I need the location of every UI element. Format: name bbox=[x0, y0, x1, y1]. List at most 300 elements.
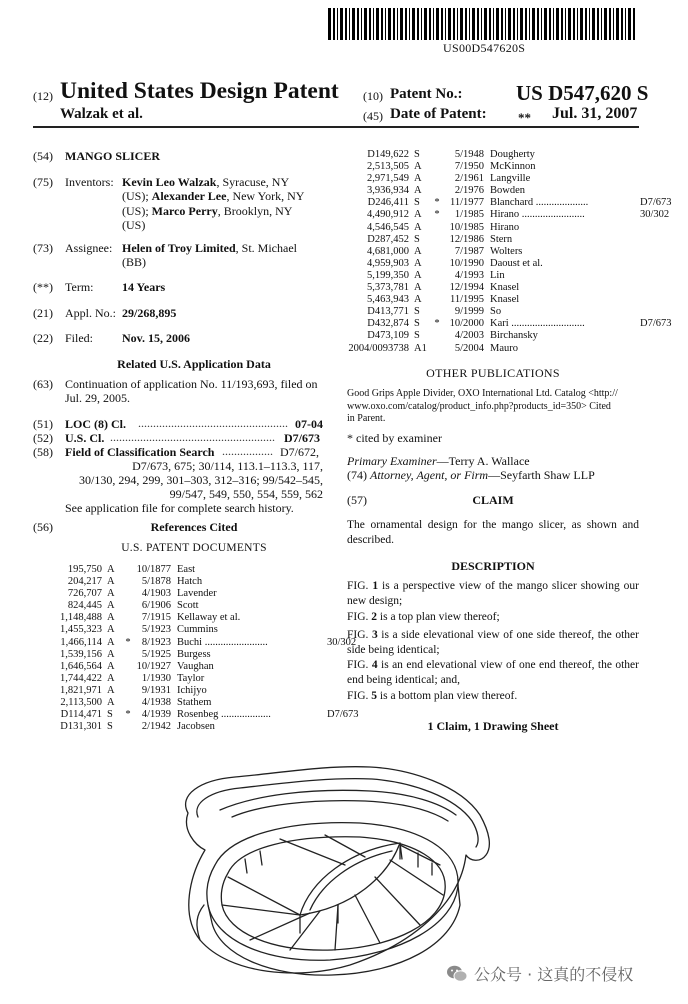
barcode-bar bbox=[381, 8, 383, 40]
refs-heading: References Cited bbox=[150, 520, 238, 534]
barcode-bar bbox=[604, 8, 607, 40]
ref-star bbox=[432, 185, 442, 197]
continuation-line: Continuation of application No. 11/193,693, filed on bbox=[65, 377, 318, 391]
code-10: (10) bbox=[363, 89, 383, 103]
ref-date: 12/1986 bbox=[449, 233, 484, 245]
barcode-bar bbox=[373, 8, 374, 40]
barcode-bar bbox=[412, 8, 415, 40]
reference-row bbox=[40, 576, 359, 588]
reference-row bbox=[346, 343, 672, 355]
barcode-bar bbox=[532, 8, 535, 40]
code-54: (54) bbox=[33, 149, 53, 163]
ref-star bbox=[123, 685, 133, 697]
ref-name: Lin bbox=[490, 269, 505, 281]
ref-star bbox=[432, 222, 442, 234]
ref-kind: A bbox=[107, 588, 115, 600]
fig-post: is a side elevational view of one side thereof, the other side being identical; bbox=[347, 629, 639, 656]
left-references bbox=[40, 564, 359, 733]
ref-date: 10/1927 bbox=[136, 660, 171, 672]
fig1-desc bbox=[347, 579, 639, 608]
ref-kind: A bbox=[414, 173, 422, 185]
ref-name: Mauro bbox=[490, 342, 518, 354]
barcode-bar bbox=[580, 8, 583, 40]
ref-star bbox=[432, 234, 442, 246]
ref-number: D413,771 bbox=[367, 306, 409, 318]
assignee-location: , St. Michael bbox=[235, 241, 297, 255]
right-references bbox=[346, 149, 672, 355]
reference-row bbox=[346, 246, 672, 258]
ref-date: 4/2003 bbox=[454, 330, 484, 342]
ref-star bbox=[123, 624, 133, 636]
fig-num: 1 bbox=[372, 580, 379, 592]
ref-kind: S bbox=[414, 306, 420, 318]
code-58: (58) bbox=[33, 445, 53, 459]
ref-name: Kellaway et al. bbox=[177, 612, 241, 624]
barcode-bar bbox=[445, 8, 446, 40]
ref-number: 1,466,114 bbox=[60, 636, 102, 648]
ref-name: Taylor bbox=[177, 672, 205, 684]
barcode-bar bbox=[484, 8, 487, 40]
barcode-bar bbox=[397, 8, 398, 40]
term-label: Term: bbox=[65, 280, 94, 294]
ref-date: 12/1994 bbox=[449, 282, 484, 294]
ref-star bbox=[432, 343, 442, 355]
ref-kind: A bbox=[414, 269, 422, 281]
ref-number: 2,113,500 bbox=[60, 697, 102, 709]
barcode-bar bbox=[553, 8, 554, 40]
ref-star bbox=[432, 246, 442, 258]
ref-star bbox=[432, 149, 442, 161]
ref-name: Jacobsen bbox=[177, 721, 215, 733]
barcode-bar bbox=[520, 8, 523, 40]
barcode-bar bbox=[589, 8, 590, 40]
loc-leader: .................................................. bbox=[138, 416, 288, 430]
ref-star bbox=[123, 673, 133, 685]
mango-slicer-drawing bbox=[160, 755, 520, 995]
reference-row bbox=[40, 588, 359, 600]
foc-line: D7/673, 675; 30/114, 113.1–113.3, 117, bbox=[132, 459, 323, 473]
ref-class: D7/673 bbox=[640, 318, 672, 330]
ref-date: 10/1990 bbox=[449, 257, 484, 269]
barcode-bar bbox=[364, 8, 367, 40]
loc-label: LOC (8) Cl. bbox=[65, 417, 126, 431]
ref-number: 4,546,545 bbox=[367, 221, 409, 233]
ref-name: Hirano ........................ bbox=[490, 209, 585, 221]
ref-star bbox=[123, 600, 133, 612]
other-pubs bbox=[347, 388, 639, 426]
reference-row bbox=[346, 197, 672, 209]
barcode-bar bbox=[573, 8, 575, 40]
fig-pre: FIG. bbox=[347, 690, 372, 702]
barcode-bar bbox=[409, 8, 410, 40]
ref-date: 9/1931 bbox=[141, 684, 171, 696]
fig-pre: FIG. bbox=[347, 580, 373, 592]
fig-pre: FIG. bbox=[347, 659, 372, 671]
barcode-bar bbox=[592, 8, 595, 40]
ref-name: Knasel bbox=[490, 294, 520, 306]
ref-number: 2,971,549 bbox=[367, 173, 409, 185]
ref-number: 5,463,943 bbox=[367, 294, 409, 306]
fig-num: 4 bbox=[371, 659, 378, 671]
ref-date: 11/1977 bbox=[449, 197, 484, 209]
ref-kind: A bbox=[107, 612, 115, 624]
barcode-bar bbox=[433, 8, 434, 40]
other-pubs-heading: OTHER PUBLICATIONS bbox=[426, 366, 560, 380]
code-74: (74) bbox=[347, 468, 367, 482]
ref-star: * bbox=[434, 197, 440, 209]
patent-no-label: Patent No.: bbox=[390, 86, 463, 102]
ref-date: 5/1923 bbox=[141, 624, 171, 636]
ref-number: 5,373,781 bbox=[367, 282, 409, 294]
reference-row bbox=[40, 721, 359, 733]
barcode-bar bbox=[436, 8, 439, 40]
barcode-bar bbox=[385, 8, 386, 40]
reference-row bbox=[40, 709, 359, 721]
ref-star: * bbox=[125, 636, 131, 648]
ref-kind: A bbox=[107, 672, 115, 684]
ref-star: * bbox=[434, 318, 440, 330]
barcode-bar bbox=[469, 8, 470, 40]
ref-name: Kari ............................ bbox=[490, 318, 585, 330]
ref-kind: A bbox=[414, 221, 422, 233]
ref-date: 4/1939 bbox=[141, 709, 171, 721]
ref-name: Stathem bbox=[177, 697, 212, 709]
ref-name: Scott bbox=[177, 600, 199, 612]
reference-row bbox=[346, 161, 672, 173]
reference-row bbox=[346, 330, 672, 342]
ref-kind: S bbox=[107, 709, 113, 721]
barcode-bar bbox=[369, 8, 371, 40]
reference-row bbox=[40, 649, 359, 661]
ref-number: D246,411 bbox=[367, 197, 409, 209]
barcode-bar bbox=[424, 8, 427, 40]
barcode-bar bbox=[421, 8, 422, 40]
ref-name: Burgess bbox=[177, 648, 211, 660]
fig-num: 5 bbox=[371, 690, 378, 702]
ref-number: 1,821,971 bbox=[60, 684, 102, 696]
fig2-desc bbox=[347, 610, 639, 625]
fig-num: 2 bbox=[371, 611, 378, 623]
inventor-country: (US); bbox=[122, 189, 152, 204]
ref-kind: A bbox=[107, 648, 115, 660]
code-75: (75) bbox=[33, 175, 53, 189]
ref-name: Lavender bbox=[177, 588, 217, 600]
foc-line: 99/547, 549, 550, 554, 559, 562 bbox=[169, 487, 323, 502]
assignee-block bbox=[122, 241, 297, 270]
ref-date: 2/1942 bbox=[141, 721, 171, 733]
ref-star: * bbox=[125, 709, 131, 721]
ref-kind: S bbox=[414, 330, 420, 342]
barcode-bar bbox=[597, 8, 599, 40]
ref-class: D7/673 bbox=[327, 709, 359, 721]
ref-name: Ichijyo bbox=[177, 684, 207, 696]
cited-note: * cited by examiner bbox=[347, 431, 442, 445]
barcode-bar bbox=[460, 8, 463, 40]
ref-date: 1/1985 bbox=[454, 209, 484, 221]
attorney-label: Attorney, Agent, or Firm bbox=[370, 468, 489, 482]
ref-kind: A bbox=[414, 185, 422, 197]
appl-number: 29/268,895 bbox=[122, 306, 177, 320]
barcode-bar bbox=[493, 8, 494, 40]
barcode-bar bbox=[609, 8, 611, 40]
continuation-line: Jul. 29, 2005. bbox=[65, 391, 131, 406]
inventor-loc: , Syracuse, NY bbox=[216, 175, 290, 189]
ref-number: 1,744,422 bbox=[60, 672, 102, 684]
ref-date: 2/1976 bbox=[454, 185, 484, 197]
ref-star bbox=[123, 588, 133, 600]
ref-number: 1,148,488 bbox=[60, 612, 102, 624]
barcode-bar bbox=[337, 8, 338, 40]
ref-star bbox=[432, 330, 442, 342]
primary-value: —Terry A. Wallace bbox=[436, 454, 530, 468]
barcode-bar bbox=[328, 8, 331, 40]
barcode-bar bbox=[481, 8, 482, 40]
reference-row bbox=[40, 600, 359, 612]
ref-name: Buchi ........................ bbox=[177, 636, 268, 648]
related-heading: Related U.S. Application Data bbox=[117, 357, 271, 371]
ref-date: 5/1948 bbox=[454, 149, 484, 160]
ref-number: 204,217 bbox=[67, 576, 102, 588]
reference-row bbox=[346, 282, 672, 294]
ref-number: 4,681,000 bbox=[367, 245, 409, 257]
barcode-bar bbox=[621, 8, 623, 40]
wechat-icon bbox=[446, 964, 468, 984]
term-value: 14 Years bbox=[122, 280, 166, 294]
barcode-bar bbox=[501, 8, 503, 40]
ref-name: McKinnon bbox=[490, 161, 536, 173]
continuation bbox=[65, 377, 318, 405]
reference-row bbox=[346, 185, 672, 197]
code-63: (63) bbox=[33, 377, 53, 391]
ref-star bbox=[432, 161, 442, 173]
uscl-value: D7/673 bbox=[284, 431, 320, 445]
ref-kind: A bbox=[107, 684, 115, 696]
assignee-country: (BB) bbox=[122, 255, 146, 270]
ref-star: * bbox=[434, 209, 440, 221]
primary-examiner bbox=[347, 454, 530, 469]
claim-heading: CLAIM bbox=[472, 493, 514, 507]
ref-star bbox=[432, 173, 442, 185]
ref-date: 11/1995 bbox=[449, 294, 484, 306]
fig-pre: FIG. bbox=[347, 629, 372, 641]
patent-number: US D547,620 S bbox=[516, 81, 649, 105]
barcode bbox=[328, 8, 638, 40]
date-stars: ** bbox=[518, 110, 531, 125]
reference-row bbox=[346, 222, 672, 234]
barcode-bar bbox=[345, 8, 347, 40]
ref-star bbox=[123, 649, 133, 661]
reference-row bbox=[346, 318, 672, 330]
reference-row bbox=[40, 612, 359, 624]
barcode-bar bbox=[489, 8, 491, 40]
ref-star bbox=[123, 661, 133, 673]
barcode-bar bbox=[616, 8, 619, 40]
patent-title: United States Design Patent bbox=[60, 78, 339, 104]
ref-kind: A bbox=[414, 245, 422, 257]
ref-date: 1/1930 bbox=[141, 672, 171, 684]
watermark-text: 公众号 · 这真的不侵权 bbox=[474, 965, 634, 984]
ref-kind: A bbox=[107, 624, 115, 636]
barcode-bar bbox=[525, 8, 527, 40]
inventors-label: Inventors: bbox=[65, 175, 114, 189]
ref-name: Daoust et al. bbox=[490, 257, 543, 269]
us-docs-heading: U.S. PATENT DOCUMENTS bbox=[121, 542, 267, 554]
ref-kind: A bbox=[414, 294, 422, 306]
claim-text: The ornamental design for the mango slicer, as shown and described. bbox=[347, 519, 639, 546]
reference-row bbox=[40, 637, 359, 649]
reference-row bbox=[40, 697, 359, 709]
fig5-desc bbox=[347, 689, 639, 704]
ref-star bbox=[432, 282, 442, 294]
description-heading: DESCRIPTION bbox=[451, 559, 535, 573]
ref-number: 195,750 bbox=[67, 564, 102, 575]
ref-name: Dougherty bbox=[490, 149, 535, 160]
assignee-name: Helen of Troy Limited bbox=[122, 241, 236, 255]
fig-post: is a perspective view of the mango slicer showing our new design; bbox=[347, 580, 639, 607]
fig3-desc bbox=[347, 628, 639, 657]
ref-star bbox=[432, 306, 442, 318]
ref-date: 5/2004 bbox=[454, 342, 484, 354]
ref-kind: A bbox=[414, 161, 422, 173]
fig-post: is a top plan view thereof; bbox=[377, 611, 500, 623]
inventor-loc: , Brooklyn, NY bbox=[217, 203, 293, 218]
ref-date: 7/1950 bbox=[454, 161, 484, 173]
ref-kind: A bbox=[107, 600, 115, 612]
ref-name: Hatch bbox=[177, 576, 203, 588]
ref-star bbox=[123, 721, 133, 733]
ref-class: D7/673 bbox=[640, 197, 672, 209]
filed-date: Nov. 15, 2006 bbox=[122, 331, 191, 345]
barcode-bar bbox=[556, 8, 559, 40]
barcode-bar bbox=[568, 8, 571, 40]
barcode-bar bbox=[349, 8, 350, 40]
barcode-bar bbox=[357, 8, 359, 40]
fig-pre: FIG. bbox=[347, 611, 372, 623]
reference-row bbox=[346, 173, 672, 185]
ref-name: Langville bbox=[490, 173, 531, 185]
ref-number: D149,622 bbox=[367, 149, 409, 160]
barcode-bar bbox=[465, 8, 467, 40]
barcode-bar bbox=[529, 8, 530, 40]
ref-kind: A bbox=[107, 564, 115, 575]
inventor-short: Walzak et al. bbox=[60, 106, 143, 122]
invention-title: MANGO SLICER bbox=[65, 149, 161, 163]
ref-kind: S bbox=[414, 197, 420, 209]
reference-row bbox=[40, 673, 359, 685]
ref-number: 1,455,323 bbox=[60, 624, 102, 636]
barcode-bar bbox=[388, 8, 391, 40]
patent-date: Jul. 31, 2007 bbox=[552, 105, 638, 122]
barcode-bar bbox=[448, 8, 451, 40]
watermark bbox=[446, 962, 633, 985]
fig-post: is an end elevational view of one end thereof, the other end being identical; and, bbox=[347, 659, 639, 686]
reference-row bbox=[40, 685, 359, 697]
uscl-label: U.S. Cl. bbox=[65, 431, 105, 445]
inventor-name: Alexander Lee bbox=[151, 189, 227, 204]
assignee-label: Assignee: bbox=[65, 241, 113, 255]
ref-kind: A bbox=[107, 697, 115, 709]
ref-number: D114,471 bbox=[60, 709, 102, 721]
barcode-bar bbox=[513, 8, 515, 40]
barcode-bar bbox=[541, 8, 542, 40]
barcode-bar bbox=[549, 8, 551, 40]
foc-leader: ................. bbox=[222, 444, 273, 458]
search-history-note: See application file for complete search history. bbox=[65, 501, 294, 515]
ref-star bbox=[123, 576, 133, 588]
appl-label: Appl. No.: bbox=[65, 306, 116, 320]
ref-name: Vaughan bbox=[177, 660, 214, 672]
ref-date: 7/1987 bbox=[454, 245, 484, 257]
barcode-bar bbox=[441, 8, 443, 40]
ref-name: Hirano bbox=[490, 221, 520, 233]
ref-star bbox=[432, 270, 442, 282]
filed-label: Filed: bbox=[65, 331, 94, 345]
code-57: (57) bbox=[347, 493, 367, 507]
barcode-bar bbox=[517, 8, 518, 40]
ref-date: 10/2000 bbox=[449, 318, 484, 330]
code-51: (51) bbox=[33, 417, 53, 431]
other-pubs-line: Good Grips Apple Divider, OXO International Ltd. Catalog <http:// bbox=[347, 388, 618, 399]
ref-date: 6/1906 bbox=[141, 600, 171, 612]
ref-number: D287,452 bbox=[367, 233, 409, 245]
ref-date: 8/1923 bbox=[141, 636, 171, 648]
loc-value: 07-04 bbox=[295, 417, 323, 431]
barcode-bar bbox=[477, 8, 479, 40]
barcode-bar bbox=[613, 8, 614, 40]
code-45: (45) bbox=[363, 109, 383, 123]
inventor-country: (US) bbox=[122, 217, 146, 232]
code-73: (73) bbox=[33, 241, 53, 255]
ref-number: 3,936,934 bbox=[367, 185, 409, 197]
ref-number: D473,109 bbox=[367, 330, 409, 342]
ref-star bbox=[123, 697, 133, 709]
barcode-bar bbox=[508, 8, 511, 40]
code-21: (21) bbox=[33, 306, 53, 320]
ref-date: 9/1999 bbox=[454, 306, 484, 318]
ref-kind: A bbox=[414, 209, 422, 221]
ref-kind: S bbox=[107, 721, 113, 733]
barcode-bar bbox=[565, 8, 566, 40]
barcode-bar bbox=[376, 8, 379, 40]
ref-number: 4,490,912 bbox=[367, 209, 409, 221]
ref-name: Birchansky bbox=[490, 330, 538, 342]
code-star: (**) bbox=[33, 280, 53, 294]
inventor-country: (US); bbox=[122, 203, 152, 218]
barcode-bar bbox=[577, 8, 578, 40]
ref-name: Stern bbox=[490, 233, 513, 245]
barcode-bar bbox=[505, 8, 506, 40]
other-pubs-line: in Parent. bbox=[347, 413, 386, 425]
barcode-bar bbox=[633, 8, 635, 40]
header-rule bbox=[33, 126, 639, 128]
ref-number: 824,445 bbox=[67, 600, 102, 612]
ref-number: 5,199,350 bbox=[367, 269, 409, 281]
barcode-bar bbox=[628, 8, 631, 40]
ref-star bbox=[432, 258, 442, 270]
reference-row bbox=[40, 564, 359, 576]
ref-kind: A bbox=[107, 636, 115, 648]
ref-kind: A bbox=[107, 576, 115, 588]
fig-num: 3 bbox=[371, 629, 378, 641]
reference-row bbox=[346, 294, 672, 306]
inventor-loc: , New York, NY bbox=[226, 189, 305, 204]
barcode-bar bbox=[625, 8, 626, 40]
barcode-number: US00D547620S bbox=[443, 41, 526, 55]
barcode-bar bbox=[405, 8, 407, 40]
ref-number: 1,539,156 bbox=[60, 648, 102, 660]
ref-name: Blanchard .................... bbox=[490, 197, 589, 209]
foc-label: Field of Classification Search bbox=[65, 445, 215, 459]
